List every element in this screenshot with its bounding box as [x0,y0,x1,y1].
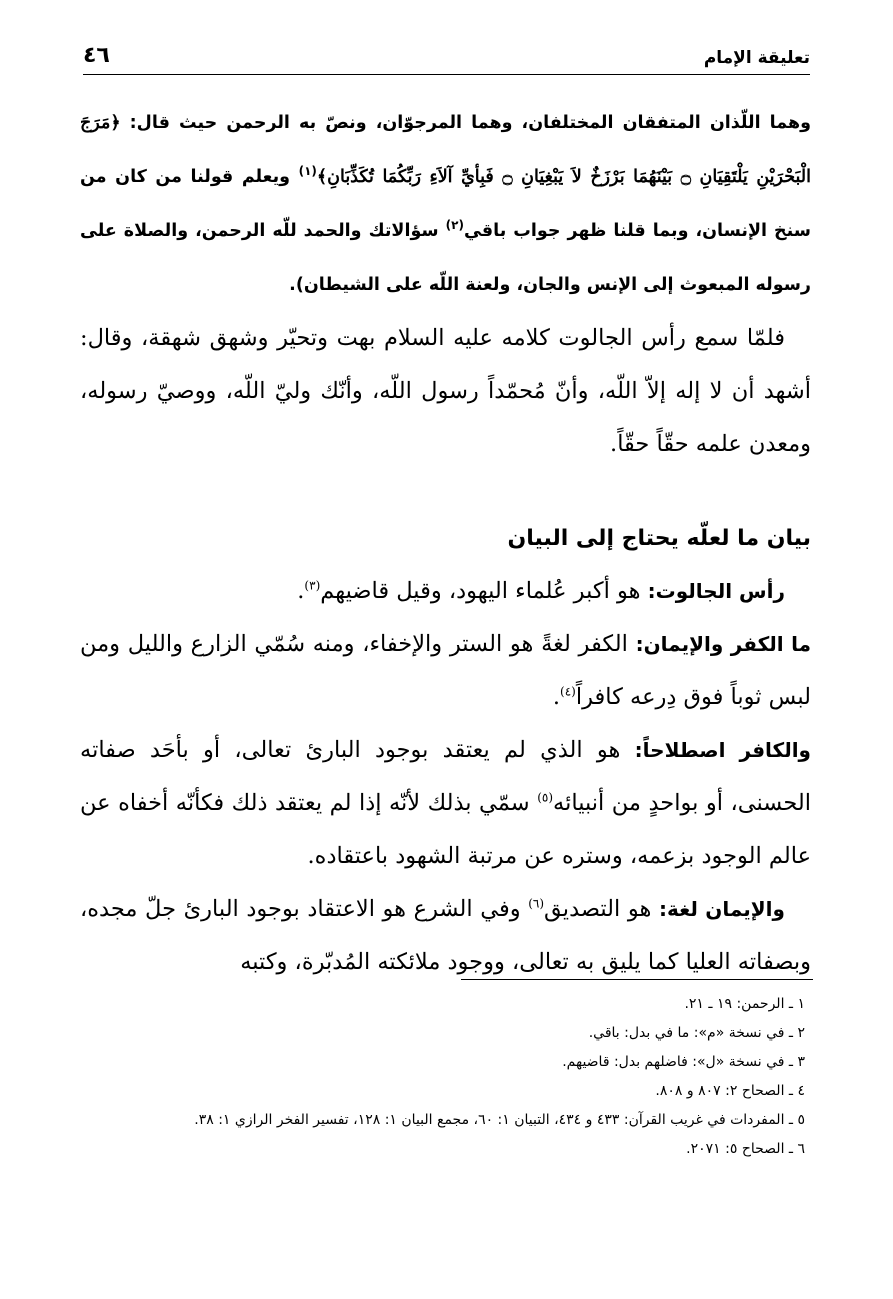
entry-text-end: سمّي بذلك لأنّه إذا لم يعتقد ذلك فكأنّه أخفاه عن عالم الوجود بزعمه، وستره عن مرتبة الشهود باعتقاده. [80,790,811,869]
footnotes [80,990,811,1164]
term-label: والإيمان لغة: [658,897,785,921]
footnote-6: ٦ ـ الصحاح ٥: ٢٠٧١. [686,1141,805,1157]
term-label: رأس الجالوت: [647,579,785,603]
footnote-ref-4: (٤) [560,684,576,699]
footnote-4: ٤ ـ الصحاح ٢: ٨٠٧ و ٨٠٨. [655,1083,805,1099]
footnote-1: ١ ـ الرحمن: ١٩ ـ ٢١. [684,996,805,1012]
intro-text-end: سؤالاتك والحمد للّه الرحمن، والصلاة على رسوله المبعوث إلى الإنس والجان، ولعنة اللّه على الشيطان). [80,221,811,295]
entry-kufr-iman [80,618,811,724]
entry-text: هو أكبر عُلماء اليهود، وقيل قاضيهم [320,578,648,604]
paragraph-conversion: فلمّا سمع رأس الجالوت كلامه عليه السلام بهت وتحيّر وشهق شهقة، وقال: أشهد أن لا إله إلاّ اللّه، وأنّ مُحمّداً رسول اللّه، وأنّك وليّ اللّه، ووصيّ رسوله، ومعدن علمه حقّاً حقّاً. [80,325,811,457]
footnote-2: ٢ ـ في نسخة «م»: ما في بدل: باقي. [588,1025,805,1041]
entry-text: الكفر لغةً هو الستر والإخفاء، ومنه سُمّي الزارع والليل ومن لبس ثوباً فوق دِرعه كافراً [80,631,811,710]
footnote-ref-2: (٢) [445,218,464,233]
footnote-ref-3: (٣) [304,578,321,593]
footnote-ref-5: (٥) [537,790,554,805]
footnote-5: ٥ ـ المفردات في غريب القرآن: ٤٣٣ و ٤٣٤، التبيان ١: ٦٠، مجمع البيان ١: ١٢٨، تفسير الفخر الرازي ١: ٣٨. [194,1112,805,1128]
intro-text-middle: ويعلم قولنا من كان من سنخ الإنسان، وبما قلنا ظهر جواب باقي [80,167,811,241]
entry-iman [80,883,811,989]
entry-text: هو التصديق [544,896,659,922]
page-header [83,28,810,75]
quran-verse: ﴿مَرَجَ الْبَحْرَيْنِ يَلْتَقِيَانِ ۝ بَيْنَهُمَا بَرْزَخٌ لاَ يَبْغِيَانِ ۝ فَبِأيِّ آلاَءِ رَبِّكُمَا تُكَذِّبَانِ﴾ [80,113,811,187]
running-title: تعليقة الإمام [703,48,810,68]
main-text [80,96,811,989]
entry-text-end: . [552,684,561,710]
footnote-ref-6: (٦) [528,896,545,911]
intro-text-start: وهما اللّذان المتفقان المختلفان، وهما المرجوّان، ونصّ به الرحمن حيث قال: [120,113,811,133]
entry-text-end: . [297,578,305,604]
intro-paragraph [80,96,811,312]
term-label: والكافر اصطلاحاً: [634,738,811,762]
page-number: ٤٦ [83,43,110,68]
entry-text-end: وفي الشرع هو الاعتقاد بوجود البارئ جلّ مجده، وبصفاته العليا كما يليق به تعالى، ووجود ملائكته المُدبّرة، وكتبه [80,896,811,975]
entry-ras-al-jalut [80,565,811,618]
footnote-divider [461,979,813,980]
entry-kafir [80,724,811,883]
term-label: ما الكفر والإيمان: [635,632,811,656]
footnote-ref-1: (١) [298,164,317,179]
footnote-3: ٣ ـ في نسخة «ل»: فاضلهم بدل: قاضيهم. [562,1054,805,1070]
entry-text: هو الذي لم يعتقد بوجود البارئ تعالى، أو بأحَد صفاته الحسنى، أو بواحدٍ من أنبيائه [80,737,811,816]
section-heading: بيان ما لعلّه يحتاج إلى البيان [507,526,811,551]
